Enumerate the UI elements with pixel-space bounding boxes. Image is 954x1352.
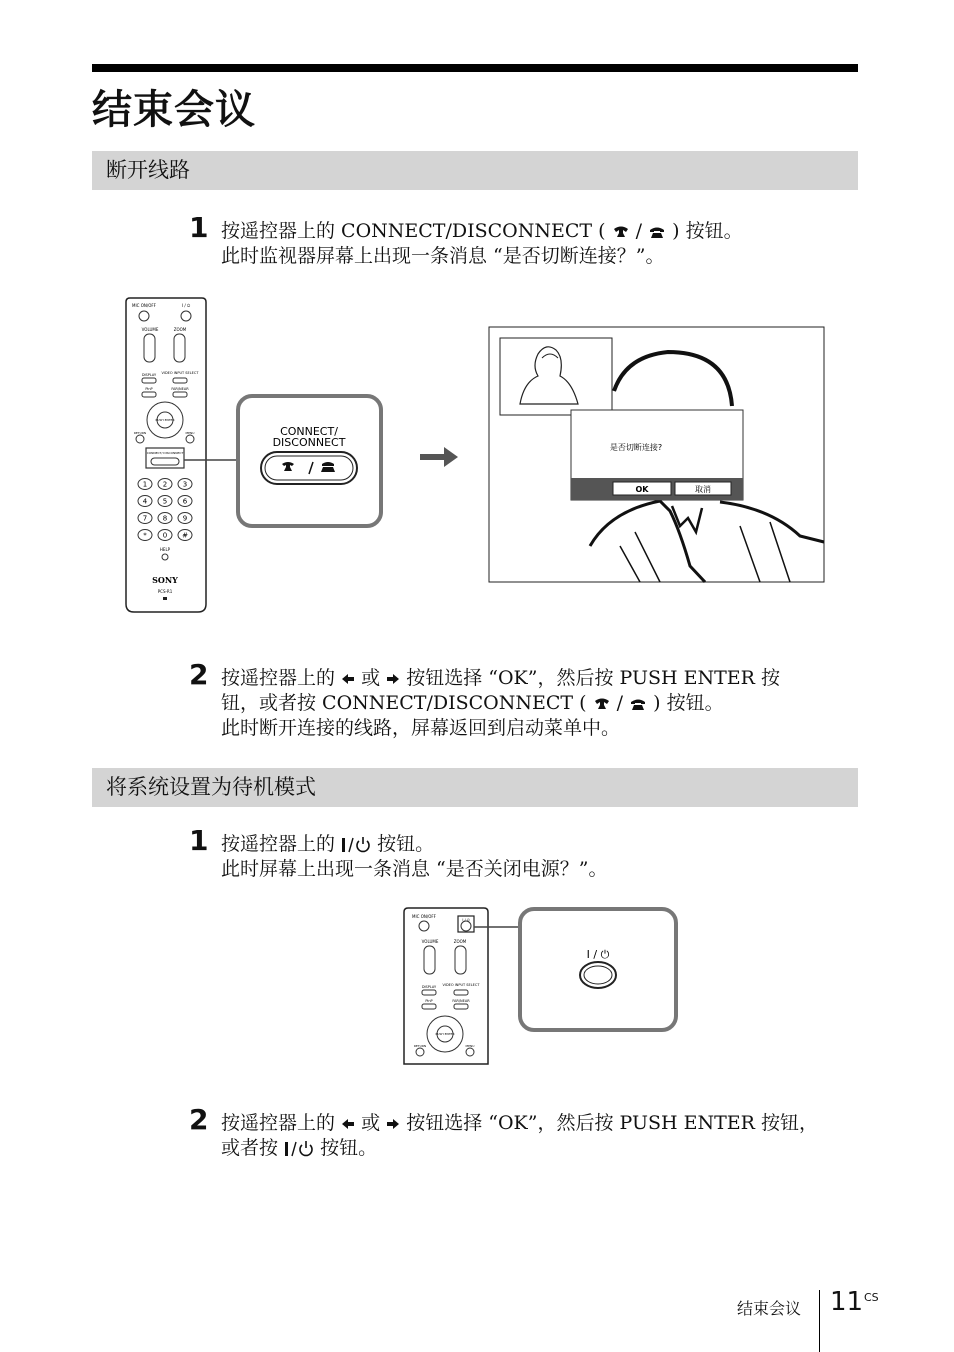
step-text-line: 此时断开连接的线路，屏幕返回到启动菜单中。 [221, 717, 621, 739]
arrow-right-icon [420, 447, 458, 467]
brand-label: SONY [152, 575, 178, 585]
key-label: 3 [182, 480, 188, 489]
arrow-right-icon [386, 1119, 400, 1129]
step-number: 1 [189, 211, 209, 244]
mic-label: MIC ON/OFF [412, 914, 436, 919]
connect-label-small: CONNECT/ DISCONNECT [146, 451, 184, 455]
phone-offhook-icon [593, 697, 611, 711]
connect-callout [238, 396, 381, 526]
key-label: * [143, 531, 147, 540]
phone-onhook-icon [629, 697, 647, 711]
phone-onhook-icon [648, 225, 666, 239]
footer-section-label: 结束会议 [737, 1299, 802, 1318]
standby-figure [402, 906, 682, 1066]
step-number: 2 [189, 1103, 209, 1136]
title-rule [92, 64, 858, 72]
dialog-cancel-button[interactable] [675, 482, 731, 495]
remote-control-fig-2 [404, 908, 488, 1064]
power-label-small: I / ⏻ [462, 918, 470, 922]
pip-label: PinP [145, 387, 153, 391]
volume-label: VOLUME [421, 939, 439, 944]
section-heading-standby: 将系统设置为待机模式 [92, 768, 858, 807]
dialog-ok-button[interactable] [613, 482, 671, 495]
page-title: 结束会议 [92, 87, 256, 133]
return-label: RETURN [413, 1044, 427, 1048]
push-enter-label: PUSH ENTER [435, 1032, 455, 1036]
step-text-line: 按遥控器上的 [221, 667, 336, 689]
step-text-line: 或者按 [221, 1137, 279, 1159]
power-callout-label: I / ⏻ [586, 948, 610, 961]
step-text-line: 按钮。 [320, 1137, 378, 1159]
remote-control-fig-1 [126, 298, 206, 612]
page-number: 11 [830, 1287, 864, 1317]
far-near-label: FAR/NEAR [452, 999, 470, 1003]
step-text-line: ) 按钮。 [653, 692, 724, 714]
step-text-line: 按遥控器上的 [221, 833, 336, 855]
power-label-small: I / ⏻ [181, 303, 191, 308]
power-icon [341, 836, 371, 854]
section-heading-disconnect: 断开线路 [92, 151, 858, 190]
step-text: 按遥控器上的 或 按钮选择 “OK”，然后按 PUSH ENTER 按 钮，或者按 CONNECT/DISCONNECT ( / ) 按钮。 此时断开连接的线路，屏幕返回到启动菜单中。 [221, 667, 780, 739]
arrow-right-icon [386, 674, 400, 684]
model-label: PCS-R1 [157, 589, 173, 594]
mic-label: MIC ON/OFF [132, 303, 156, 308]
key-label: 9 [182, 514, 188, 523]
step-text-line: 按钮。 [377, 833, 435, 855]
step-number: 2 [189, 658, 209, 691]
power-callout [520, 909, 676, 1030]
video-input-label: VIDEO INPUT SELECT [442, 983, 480, 987]
step-number: 1 [189, 824, 209, 857]
arrow-left-icon [341, 1119, 355, 1129]
menu-label: MENU [185, 431, 195, 435]
dialog-cancel-label: 取消 [695, 485, 711, 494]
key-label: 2 [162, 480, 168, 489]
display-label: DISPLAY [421, 985, 437, 989]
push-enter-label: PUSH ENTER [155, 418, 175, 422]
zoom-label: ZOOM [453, 939, 467, 944]
step-text-line: 按遥控器上的 [221, 1112, 336, 1134]
volume-label: VOLUME [141, 327, 159, 332]
dialog-message: 是否切断连接? [609, 443, 663, 452]
phone-offhook-icon [612, 225, 630, 239]
step-text-line: 此时监视器屏幕上出现一条消息 “是否切断连接？”。 [221, 245, 665, 267]
disconnect-dialog [571, 410, 743, 500]
step-text-line: 钮，或者按 CONNECT/DISCONNECT ( [221, 692, 587, 714]
callout-label-line: DISCONNECT [272, 436, 346, 449]
page-language-code: CS [864, 1291, 879, 1304]
far-near-label: FAR/NEAR [171, 387, 189, 391]
key-label: # [182, 531, 188, 540]
dialog-ok-label: OK [635, 485, 649, 494]
display-label: DISPLAY [141, 373, 157, 377]
return-label: RETURN [133, 431, 147, 435]
disconnect-figure [120, 296, 830, 616]
step-text-line: 此时屏幕上出现一条消息 “是否关闭电源？”。 [221, 858, 608, 880]
menu-label: MENU [465, 1044, 475, 1048]
monitor-screen [489, 327, 824, 582]
key-label: 0 [162, 531, 168, 540]
step-text-line: 或 [361, 667, 381, 689]
step-text-line: 或 [361, 1112, 381, 1134]
key-label: 4 [142, 497, 148, 506]
step-text: 按遥控器上的 CONNECT/DISCONNECT ( / ) 按钮。 此时监视器屏幕上出现一条消息 “是否切断连接？”。 [221, 220, 743, 267]
step-text [221, 1111, 818, 1161]
zoom-label: ZOOM [173, 327, 187, 332]
power-icon [284, 1140, 314, 1158]
key-label: 6 [182, 497, 188, 506]
footer-divider [819, 1290, 820, 1352]
step-text-line: 按钮选择 “OK”，然后按 PUSH ENTER 按 [406, 667, 780, 689]
pip-label: PinP [425, 999, 433, 1003]
step-text-line: 按钮选择 “OK”，然后按 PUSH ENTER 按钮， [406, 1112, 818, 1134]
arrow-left-icon [341, 674, 355, 684]
key-label: 8 [162, 514, 168, 523]
help-label: HELP [159, 547, 171, 552]
step-text [221, 832, 607, 882]
video-input-label: VIDEO INPUT SELECT [161, 371, 199, 375]
step-text-line: 按遥控器上的 CONNECT/DISCONNECT ( [221, 220, 606, 242]
key-label: 5 [162, 497, 168, 506]
key-label: 7 [142, 514, 148, 523]
callout-label-line: CONNECT/ [280, 425, 338, 438]
key-label: 1 [142, 480, 148, 489]
step-text-line: ) 按钮。 [672, 220, 743, 242]
